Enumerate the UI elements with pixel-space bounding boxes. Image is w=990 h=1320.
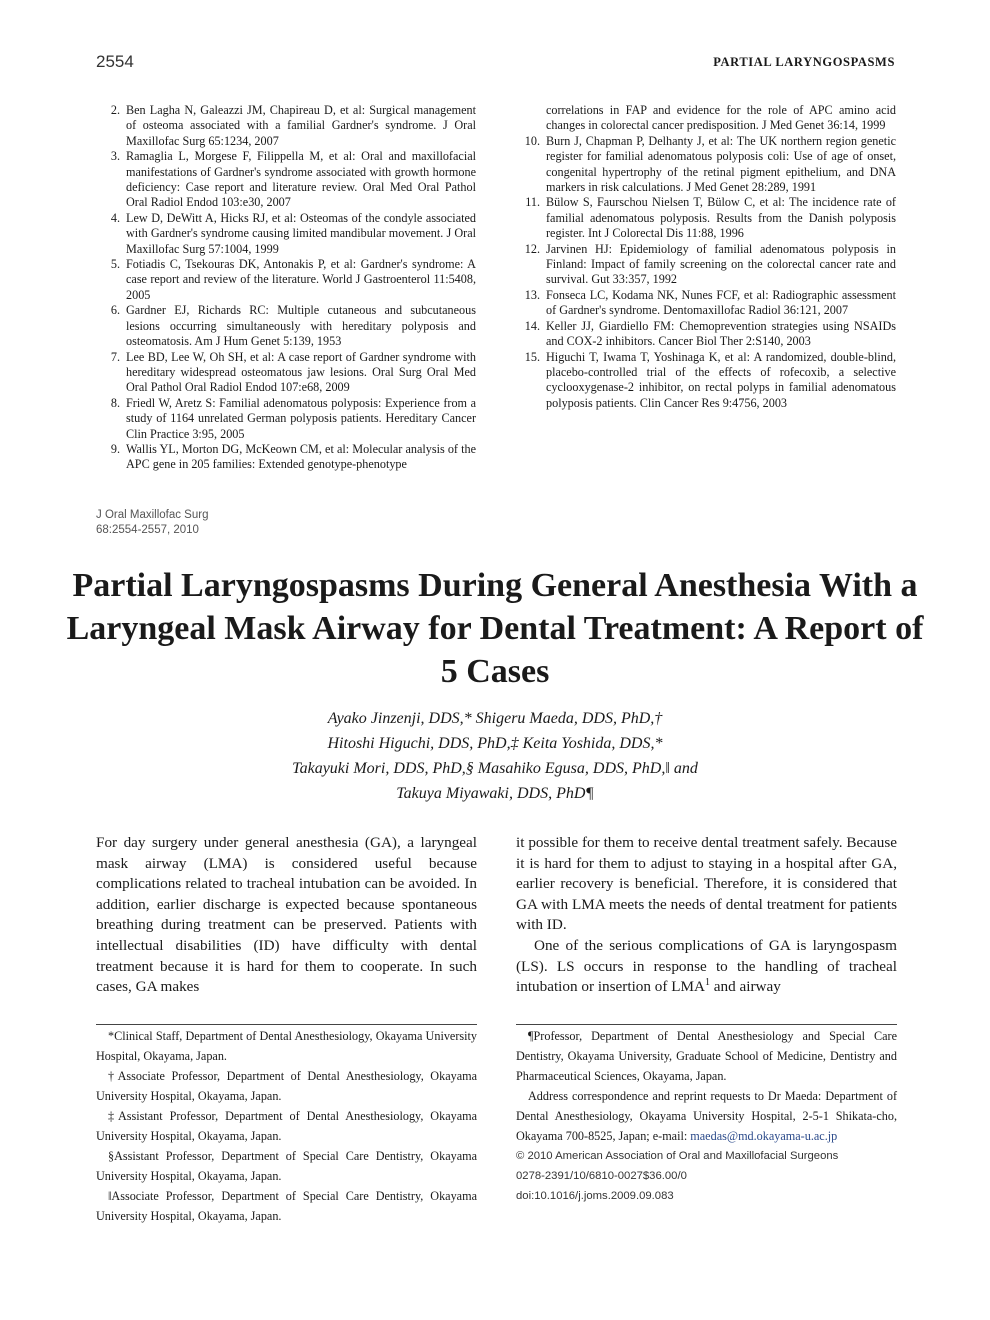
footnotes-left-column [96, 1026, 477, 1226]
body-text: and airway [709, 978, 781, 996]
footnote-divider [96, 1024, 477, 1025]
journal-volume: 68:2554-2557, 2010 [96, 524, 199, 536]
reference-number: 10. [524, 133, 540, 148]
footnote-divider [516, 1024, 897, 1025]
affiliation-footnote: *Clinical Staff, Department of Dental Anesthesiology, Okayama University Hospital, Okayama, Japan. [96, 1029, 477, 1063]
reference-item [96, 211, 476, 257]
page-number: 2554 [96, 52, 134, 71]
reference-item-continued [516, 103, 896, 134]
body-paragraph [516, 936, 897, 998]
author-line: Ayako Jinzenji, DDS,* Shigeru Maeda, DDS, PhD,† [327, 710, 663, 727]
email-link[interactable]: maedas@md.okayama-u.ac.jp [690, 1129, 838, 1143]
reference-text: Lee BD, Lee W, Oh SH, et al: A case report of Gardner syndrome with hereditary widespread osteomatous jaw lesions. Oral Surg Oral Med Oral Pathol Oral Radiol Endod 107:e68, 2009 [126, 349, 476, 395]
article-title: Partial Laryngospasms During General Anesthesia With a Laryngeal Mask Airway for Dental Treatment: A Report of 5 Cases [66, 567, 924, 690]
copyright-line: © 2010 American Association of Oral and Maxillofacial Surgeons [516, 1150, 839, 1162]
reference-text: Bülow S, Faurschou Nielsen T, Bülow C, et al: The incidence rate of familial adenomatous polyposis. Results from the Danish polyposis register. Int J Colorectal Dis 11:88, 1996 [546, 195, 896, 241]
reference-item [96, 257, 476, 303]
reference-number: 5. [110, 257, 120, 272]
reference-item [516, 195, 896, 241]
reference-text: correlations in FAP and evidence for the role of APC amino acid changes in colorectal cancer predisposition. J Med Genet 36:14, 1999 [546, 103, 896, 133]
author-line: Hitoshi Higuchi, DDS, PhD,‡ Keita Yoshida, DDS,* [327, 735, 663, 752]
correspondence-note [516, 1086, 897, 1146]
reference-number: 14. [524, 318, 540, 333]
reference-number: 12. [524, 241, 540, 256]
running-title: PARTIAL LARYNGOSPASMS [713, 55, 895, 69]
reference-number: 11. [525, 195, 540, 210]
reference-item [96, 396, 476, 442]
reference-text: Gardner EJ, Richards RC: Multiple cutaneous and subcutaneous lesions occurring simultaneously with hereditary polyposis and osteomatosis. Am J Hum Genet 5:139, 1953 [126, 303, 476, 349]
correspondence-text: Address correspondence and reprint requests to Dr Maeda: Department of Dental Anesthesiology, Okayama University Hospital, 2-5-1 Shikata-cho, Okayama 700-8525, Japan; e-mail: [516, 1089, 897, 1143]
reference-item [516, 134, 896, 196]
reference-number: 13. [524, 287, 540, 302]
reference-number: 3. [110, 149, 120, 164]
reference-text: Fonseca LC, Kodama NK, Nunes FCF, et al: Radiographic assessment of Gardner's syndrome. Dentomaxillofac Radiol 36:121, 2007 [546, 287, 896, 318]
reference-number: 15. [524, 349, 540, 364]
references-right-column [516, 103, 896, 411]
affiliation-footnote: ‡Assistant Professor, Department of Dental Anesthesiology, Okayama University Hospital, Okayama, Japan. [96, 1109, 477, 1143]
reference-text: Friedl W, Aretz S: Familial adenomatous polyposis: Experience from a study of 1164 unrelated German polyposis patients. Hereditary Cancer Clin Practice 3:95, 2005 [126, 395, 476, 441]
reference-number: 8. [110, 395, 120, 410]
affiliation-footnote: ‖Associate Professor, Department of Special Care Dentistry, Okayama University Hospital, Okayama, Japan. [96, 1189, 477, 1223]
reference-item [96, 350, 476, 396]
body-text: One of the serious complications of GA is laryngospasm (LS). LS occurs in response to the handling of tracheal intubation or insertion of LMA [516, 936, 897, 996]
reference-number: 9. [110, 441, 120, 456]
journal-name: J Oral Maxillofac Surg [96, 509, 209, 521]
issn-line: 0278-2391/10/6810-0027$36.00/0 [516, 1170, 687, 1182]
reference-item [516, 288, 896, 319]
footnotes-right-column [516, 1026, 897, 1206]
reference-item [516, 319, 896, 350]
reference-text: Jarvinen HJ: Epidemiology of familial adenomatous polyposis in Finland: Impact of family screening on the colorectal cancer rate and survival. Gut 33:357, 1992 [546, 241, 896, 287]
body-paragraph: it possible for them to receive dental treatment safely. Because it is hard for them to adjust to staying in a hospital after GA, earlier recovery is beneficial. Therefore, it is considered that GA with LMA meets the needs of dental treatment for patients with ID. [516, 834, 897, 934]
reference-text: Wallis YL, Morton DG, McKeown CM, et al: Molecular analysis of the APC gene in 205 families: Extended genotype-phenotype [126, 441, 476, 472]
references-left-column [96, 103, 476, 473]
author-line: Takayuki Mori, DDS, PhD,§ Masahiko Egusa, DDS, PhD,‖ and [292, 760, 698, 777]
body-paragraph: For day surgery under general anesthesia (GA), a laryngeal mask airway (LMA) is considered useful because complications related to tracheal intubation can be avoided. In addition, earlier discharge is expected because spontaneous breathing during treatment can be preserved. Patients with intellectual disabilities (ID) have difficulty with dental treatment because it is hard for them to cooperate. In such cases, GA makes [96, 834, 477, 996]
citation-superscript: 1 [704, 977, 710, 989]
body-right-column [516, 833, 897, 998]
reference-item [96, 442, 476, 473]
reference-item [96, 149, 476, 211]
reference-text: Lew D, DeWitt A, Hicks RJ, et al: Osteomas of the condyle associated with Gardner's syndrome causing limited mandibular movement. J Oral Maxillofac Surg 57:1004, 1999 [126, 210, 476, 256]
reference-number: 4. [110, 210, 120, 225]
reference-text: Ramaglia L, Morgese F, Filippella M, et al: Oral and maxillofacial manifestations of Gardner's syndrome associated with growth hormone deficiency: Case report and literature review. Oral Med Oral Pathol Oral Radiol Endod 103:e30, 2007 [126, 149, 476, 210]
author-list [100, 706, 890, 806]
affiliation-footnote: ¶Professor, Department of Dental Anesthesiology and Special Care Dentistry, Okayama University, Graduate School of Medicine, Dentistry and Pharmaceutical Sciences, Okayama, Japan. [516, 1029, 897, 1083]
affiliation-footnote: §Assistant Professor, Department of Special Care Dentistry, Okayama University Hospital, Okayama, Japan. [96, 1149, 477, 1183]
reference-text: Ben Lagha N, Galeazzi JM, Chapireau D, et al: Surgical management of osteoma associated with a familial Gardner's syndrome. J Oral Maxillofac Surg 65:1234, 2007 [126, 103, 476, 148]
reference-text: Higuchi T, Iwama T, Yoshinaga K, et al: A randomized, double-blind, placebo-controlled trial of the effects of rofecoxib, a selective cyclooxygenase-2 inhibitor, on rectal polyps in familial adenomatous polyposis patients. Clin Cancer Res 9:4756, 2003 [546, 349, 896, 410]
reference-item [96, 103, 476, 149]
author-line: Takuya Miyawaki, DDS, PhD¶ [396, 785, 594, 802]
reference-item [516, 350, 896, 412]
reference-item [516, 242, 896, 288]
reference-text: Fotiadis C, Tsekouras DK, Antonakis P, et al: Gardner's syndrome: A case report and review of the literature. World J Gastroenterol 11:5408, 2005 [126, 257, 476, 302]
reference-number: 2. [110, 103, 120, 117]
doi-line[interactable]: doi:10.1016/j.joms.2009.09.083 [516, 1190, 674, 1202]
journal-citation [96, 508, 208, 538]
reference-text: Keller JJ, Giardiello FM: Chemoprevention strategies using NSAIDs and COX-2 inhibitors. Cancer Biol Ther 2:S140, 2003 [546, 318, 896, 349]
body-left-column [96, 833, 477, 998]
reference-item [96, 303, 476, 349]
reference-text: Burn J, Chapman P, Delhanty J, et al: The UK northern region genetic register for familial adenomatous polyposis coli: Use of age of onset, congenital hypertrophy of the retinal pigment epithelium, and DNA markers in risk calculations. J Med Genet 28:289, 1991 [546, 133, 896, 195]
reference-number: 6. [110, 303, 120, 318]
affiliation-footnote: †Associate Professor, Department of Dental Anesthesiology, Okayama University Hospital, Okayama, Japan. [96, 1069, 477, 1103]
reference-number: 7. [110, 349, 120, 364]
